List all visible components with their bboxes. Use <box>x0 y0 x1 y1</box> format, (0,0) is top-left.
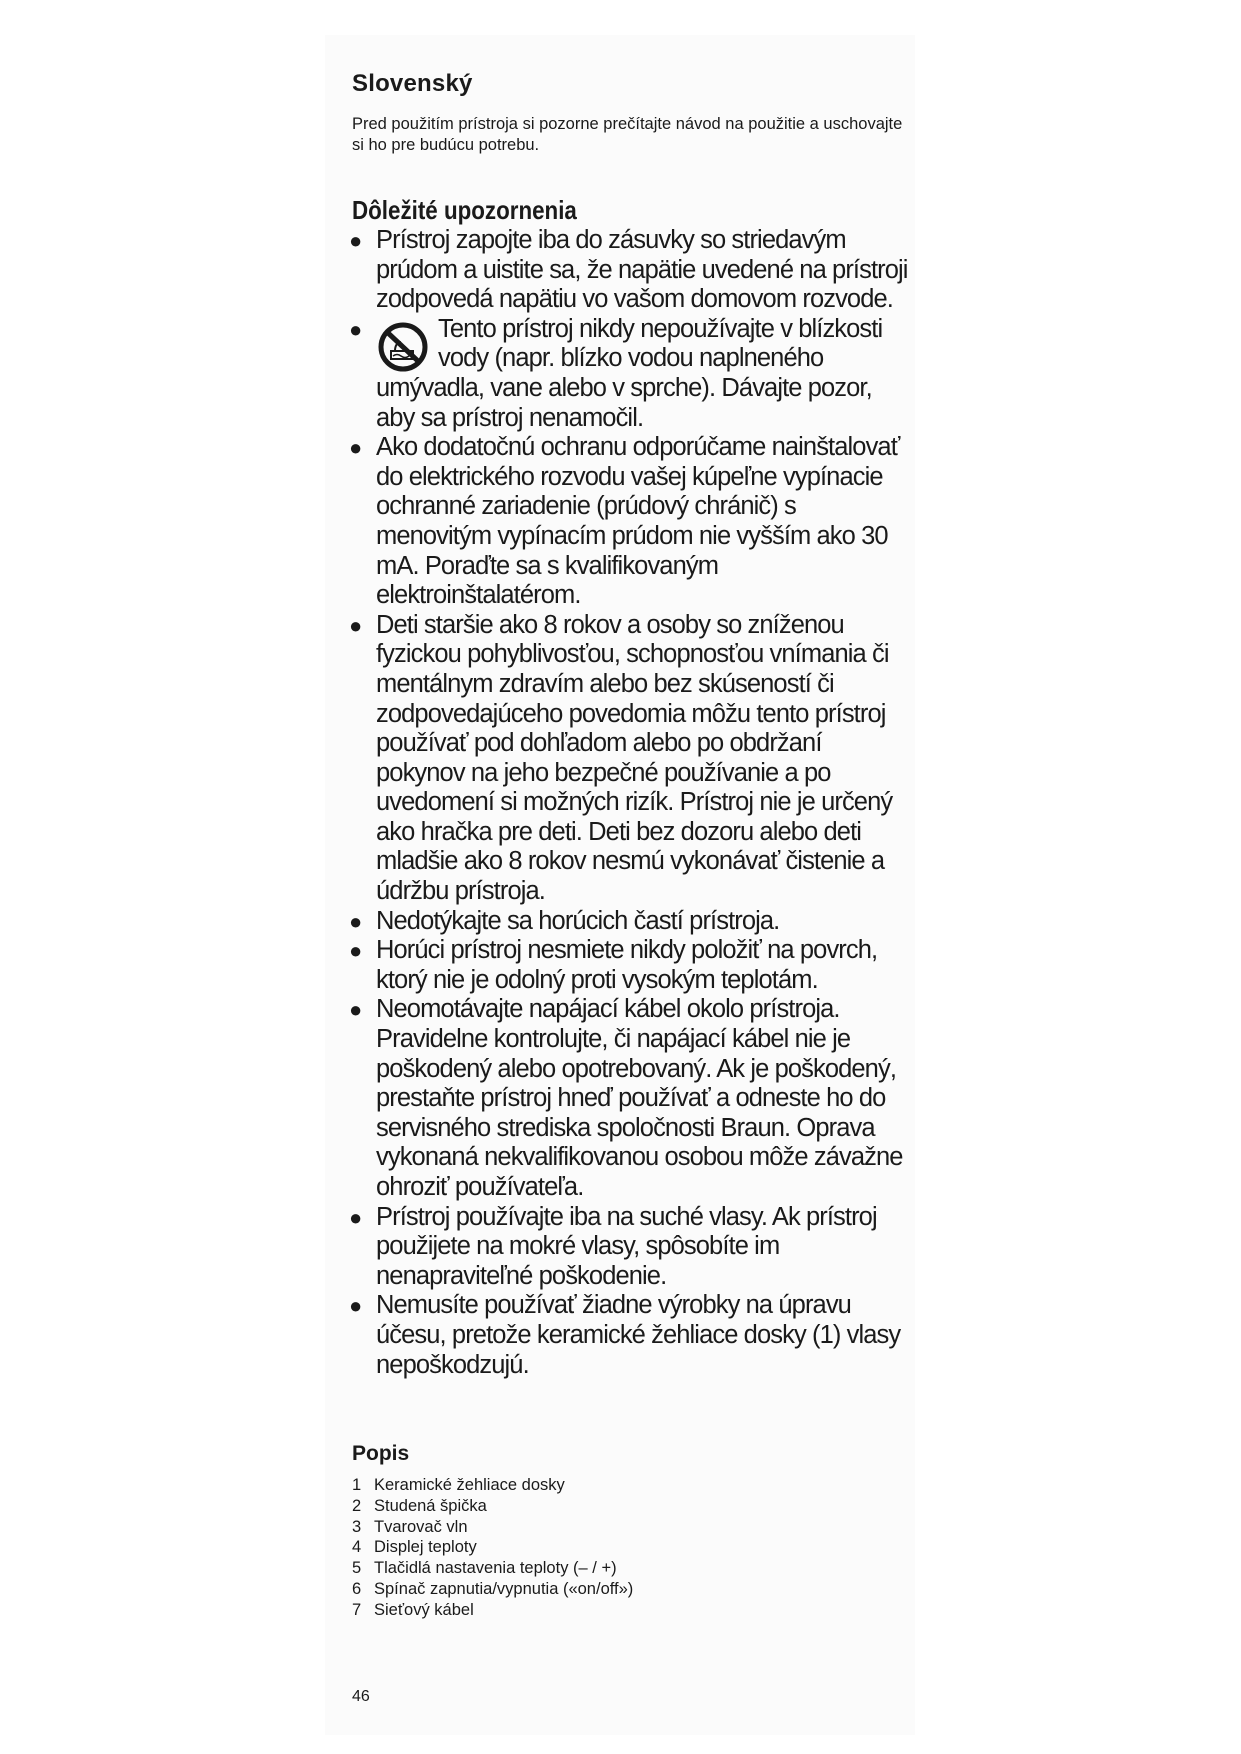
part-item <box>352 1558 633 1579</box>
warning-item <box>349 610 912 907</box>
warnings-list <box>349 226 912 1380</box>
part-number: 2 <box>352 1496 362 1515</box>
part-label: Displej teploty <box>374 1538 477 1557</box>
warning-text: Nedotýkajte sa horúcich častí prístroja. <box>376 906 780 935</box>
warning-item <box>349 1202 912 1292</box>
warning-text: Horúci prístroj nesmiete nikdy položiť na povrch, ktorý nie je odolný proti vysokým teplotám. <box>376 936 878 994</box>
part-label: Sieťový kábel <box>374 1600 474 1619</box>
bullet-icon: ● <box>349 228 362 253</box>
warning-text: Tento prístroj nikdy nepoužívajte v blízkosti vody (napr. blízko vodou naplneného umývadla, vane alebo v sprche). Dávajte pozor, aby sa prístroj nenamočil. <box>376 314 883 432</box>
warning-item <box>349 226 912 315</box>
language-title: Slovenský <box>352 70 473 97</box>
part-item <box>352 1579 633 1600</box>
bullet-icon: ● <box>349 908 362 934</box>
warning-text: Ako dodatočnú ochranu odporúčame nainštalovať do elektrického rozvodu vašej kúpeľne vypínacie ochranné zariadenie (prúdový chránič) s menovitým vypínacím prúdom nie vyšším ako 30 mA. Poraďte sa s kvalifikovaným elektroinštalatérom. <box>376 433 900 610</box>
part-number: 6 <box>352 1579 362 1598</box>
bullet-icon: ● <box>349 1293 362 1319</box>
part-label: Tlačidlá nastavenia teploty (– / +) <box>374 1559 617 1578</box>
bullet-icon: ● <box>349 1204 362 1230</box>
bullet-icon: ● <box>349 435 362 461</box>
part-label: Studená špička <box>374 1496 487 1515</box>
part-label: Spínač zapnutia/vypnutia («on/off») <box>374 1579 634 1598</box>
bullet-icon: ● <box>349 938 362 964</box>
bullet-icon: ● <box>349 316 362 342</box>
bullet-icon: ● <box>349 997 362 1023</box>
part-number: 7 <box>352 1600 362 1619</box>
part-item <box>352 1475 633 1496</box>
warnings-heading: Dôležité upozornenia <box>352 195 577 225</box>
warning-item <box>349 995 912 1202</box>
part-label: Keramické žehliace dosky <box>374 1476 565 1494</box>
part-label: Tvarovač vln <box>374 1517 468 1536</box>
part-number: 4 <box>352 1538 362 1557</box>
warning-item <box>349 906 912 937</box>
warning-text: Deti staršie ako 8 rokov a osoby so zníženou fyzickou pohyblivosťou, schopnosťou vnímania či mentálnym zdravím alebo bez skúseností či zodpovedajúceho povedomia môžu tento prístroj používať pod dohľadom alebo po obdržaní pokynov na jeho bezpečné používanie a po uvedomení si možných rizík. Prístroj nie je určený ako hračka pre deti. Deti bez dozoru alebo deti mladšie ako 8 rokov nesmú vykonávať čistenie a údržbu prístroja. <box>376 610 893 906</box>
warning-text: Neomotávajte napájací kábel okolo prístroja. Pravidelne kontrolujte, či napájací kábel nie je poškodený alebo opotrebovaný. Ak je poškodený, prestaňte prístroj hneď používať a odneste ho do servisného strediska spoločnosti Braun. Oprava vykonaná nekvalifikovanou osobou môže závažne ohroziť používateľa. <box>376 995 903 1201</box>
part-number: 5 <box>352 1559 362 1578</box>
warning-item <box>349 1291 912 1380</box>
intro-paragraph: Pred použitím prístroja si pozorne prečítajte návod na použitie a uschovajte si ho pre budúcu potrebu. <box>352 115 903 154</box>
parts-list <box>352 1475 633 1621</box>
part-item <box>352 1517 633 1538</box>
page-number: 46 <box>352 1688 370 1705</box>
warning-item <box>349 936 912 995</box>
part-item <box>352 1537 633 1558</box>
part-item <box>352 1496 633 1517</box>
description-heading: Popis <box>352 1442 410 1465</box>
part-item <box>352 1600 633 1621</box>
warning-item <box>349 314 912 433</box>
warning-text: Prístroj zapojte iba do zásuvky so striedavým prúdom a uistite sa, že napätie uvedené na prístroji zodpovedá napätiu vo vašom domovom rozvode. <box>376 226 908 314</box>
warning-text: Nemusíte používať žiadne výrobky na úpravu účesu, pretože keramické žehliace dosky (1) vlasy nepoškodzujú. <box>376 1291 901 1379</box>
part-number: 3 <box>352 1517 362 1536</box>
warning-text: Prístroj používajte iba na suché vlasy. Ak prístroj použijete na mokré vlasy, spôsobíte im nenapraviteľné poškodenie. <box>376 1202 877 1290</box>
bullet-icon: ● <box>349 612 362 638</box>
warning-item <box>349 433 912 611</box>
no-water-icon <box>376 321 430 373</box>
part-number: 1 <box>352 1476 362 1494</box>
